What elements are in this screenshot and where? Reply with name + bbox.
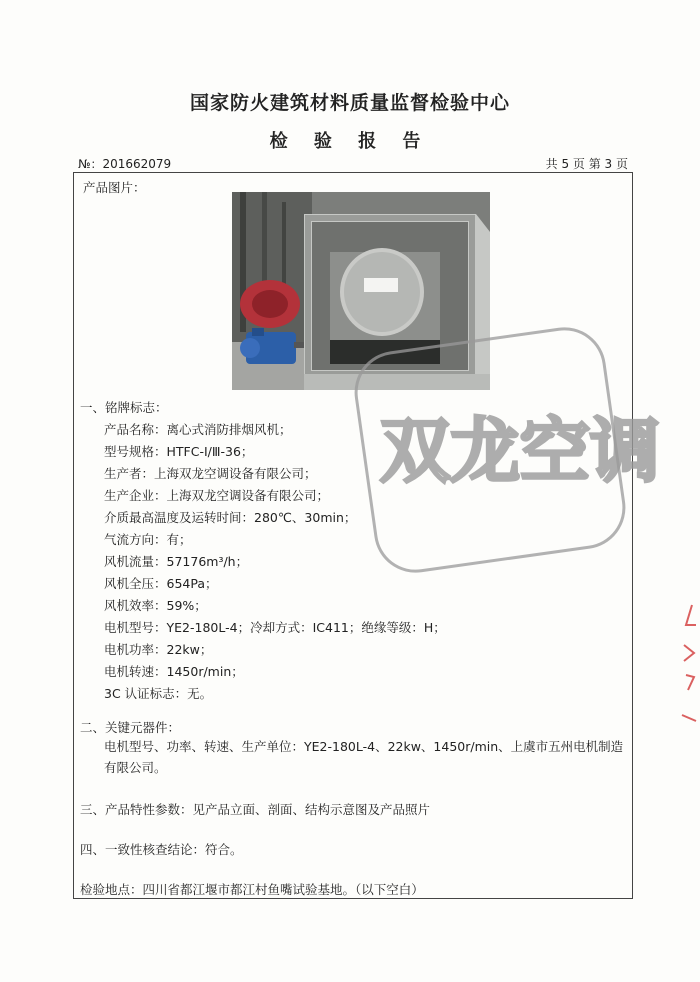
field-3c-mark — [104, 684, 212, 702]
report-number: №：201662079 — [78, 157, 172, 171]
org-title: 国家防火建筑材料质量监督检验中心 — [189, 92, 510, 114]
field-value: 1450r/min； — [166, 664, 244, 679]
consistency-text: 符合。 — [205, 842, 243, 857]
product-photo — [232, 192, 490, 390]
field-product-name — [104, 420, 292, 438]
field-manufacturer — [104, 486, 329, 504]
consistency-title: 四、一致性核查结论： — [80, 842, 206, 857]
field-value: 654Pa； — [166, 576, 218, 591]
field-motor-model — [104, 618, 446, 636]
field-label: 型号规格： — [104, 444, 167, 459]
page-info: 共 5 页 第 3 页 — [545, 157, 628, 171]
nameplate-title: 一、铭牌标志： — [80, 400, 168, 415]
field-model-spec — [104, 442, 253, 460]
field-label: 生产企业： — [104, 488, 167, 503]
field-value: 59%； — [166, 598, 207, 613]
report-title: 检 验 报 告 — [269, 131, 431, 152]
field-value: 上海双龙空调设备有限公司； — [166, 488, 330, 503]
field-value: 上海双龙空调设备有限公司； — [154, 466, 317, 481]
field-value: 22kw； — [166, 642, 213, 657]
field-airflow-direction — [104, 530, 192, 548]
field-label: 介质最高温度及运转时间： — [104, 510, 255, 525]
field-max-temp — [104, 508, 356, 526]
edge-stamp — [672, 595, 700, 745]
field-label: 电机型号： — [104, 620, 167, 635]
field-label: 电机功率： — [104, 642, 167, 657]
field-value: 有； — [166, 532, 192, 547]
key-components-text: 电机型号、功率、转速、生产单位：YE2-180L-4、22kw、1450r/min、上虞市五州电机制造有限公司。 — [104, 739, 624, 775]
field-value: YE2-180L-4；冷却方式：IC411；绝缘等级：H； — [166, 620, 446, 635]
inspection-location: 检验地点：四川省都江堰市都江村鱼嘴试验基地。（以下空白） — [80, 882, 424, 897]
field-label: 产品名称： — [104, 422, 167, 437]
field-motor-speed — [104, 662, 244, 680]
field-label: 气流方向： — [104, 532, 167, 547]
characteristics-text: 见产品立面、剖面、结构示意图及产品照片 — [192, 802, 431, 817]
field-value: 57176m³/h； — [166, 554, 249, 569]
field-label: 风机流量： — [104, 554, 167, 569]
field-producer — [104, 464, 317, 482]
field-label: 风机全压： — [104, 576, 167, 591]
characteristics-title: 三、产品特性参数： — [80, 802, 193, 817]
field-fan-flow — [104, 552, 248, 570]
photo-section-label: 产品图片： — [83, 180, 146, 195]
characteristics-section — [80, 800, 430, 818]
field-value: 离心式消防排烟风机； — [166, 422, 292, 437]
key-components-title: 二、关键元器件： — [80, 720, 181, 735]
field-fan-pressure — [104, 574, 218, 592]
field-motor-power — [104, 640, 212, 658]
field-value: 无。 — [187, 686, 213, 701]
consistency-section — [80, 840, 243, 858]
product-photo-drawing — [232, 192, 490, 390]
field-fan-efficiency — [104, 596, 207, 614]
watermark-text: 双龙空调 — [380, 410, 660, 492]
field-label: 生产者： — [104, 466, 155, 481]
field-label: 3C 认证标志： — [104, 686, 188, 701]
field-label: 风机效率： — [104, 598, 167, 613]
field-value: 280℃、30min； — [254, 510, 357, 525]
field-label: 电机转速： — [104, 664, 167, 679]
field-value: HTFC-Ⅰ/Ⅲ-36； — [166, 444, 254, 459]
